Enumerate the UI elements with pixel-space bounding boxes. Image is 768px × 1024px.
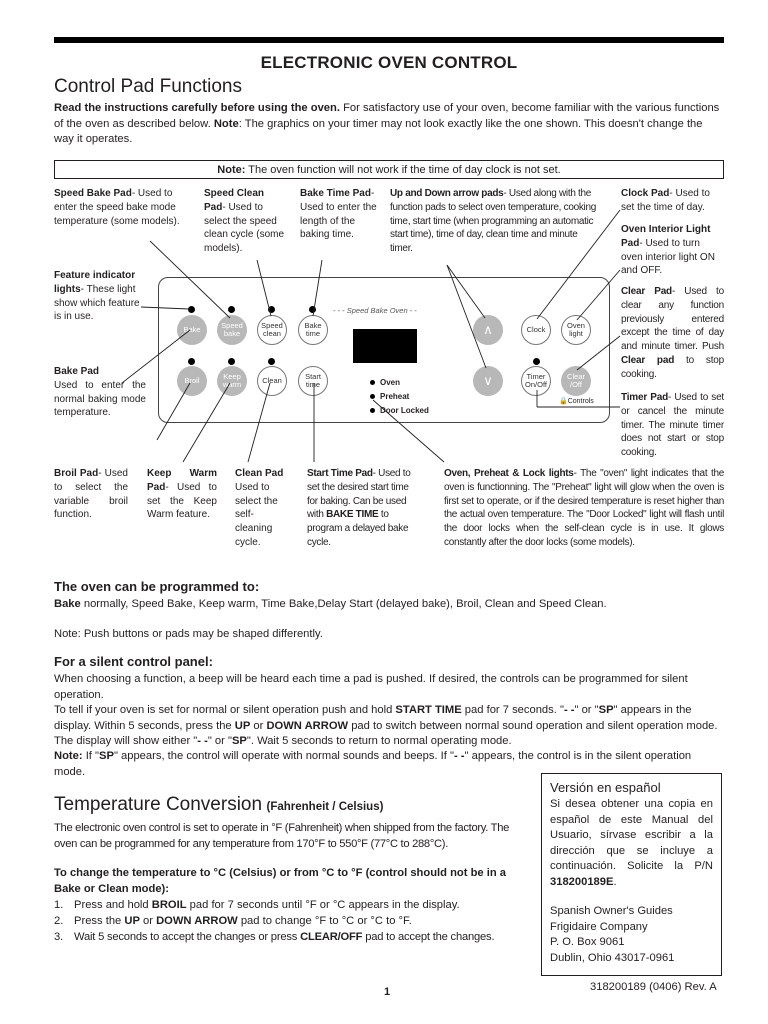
label-timer: Timer Pad- Used to set or cancel the minute timer. The minute timer does not start or stop cooking. [621,392,725,459]
broil-pad[interactable]: Broil [177,366,207,396]
page-number: 1 [384,986,391,998]
label-bake: Bake Pad Used to enter the normal baking mode temperature. [54,366,146,419]
lock-icon: 🔒 [559,398,568,405]
controls-lock: 🔒Controls [559,398,594,405]
bake-time-pad[interactable]: Bake time [298,315,328,345]
pads-shape-note: Note: Push buttons or pads may be shaped differently. [54,628,323,640]
temperature-step-1: 1. Press and hold BROIL pad for 7 seconds until °F or °C appears in the display. [54,899,460,911]
document-code: 318200189 (0406) Rev. A [590,981,717,993]
silent-note: Note: If "SP" appears, the control will operate with normal sounds and beeps. If "- -" appears, the control is in the silent operation mode. [54,750,692,778]
temperature-step-3: 3. Wait 5 seconds to accept the changes or press CLEAR/OFF pad to accept the changes. [54,931,495,943]
spanish-title: Versión en español [550,780,661,795]
label-indicator-lights: Oven, Preheat & Lock lights- The "oven" light indicates that the oven is functionning. The "Preheat" light will glow when the oven is first set to operate, or if the desired temperature is reset higher than the actual oven temperature. The "Door Locked" light will flash until the door locks when the self-clean cycle is in use. It glows constantly after the door locks (some models). [444,468,724,548]
down-arrow-pad[interactable]: ∨ [473,366,503,396]
bake-pad[interactable]: Bake [177,315,207,345]
label-start-time: Start Time Pad- Used to set the desired start time for baking. Can be used with BAKE TIME to program a delayed bake cycle. [307,468,411,548]
section-heading-silent: For a silent control panel: [54,654,213,669]
speed-bake-pad[interactable]: Speed bake [217,315,247,345]
speed-clean-pad[interactable]: Speed clean [257,315,287,345]
intro-paragraph: Read the instructions carefully before using the oven. For satisfactory use of your oven, become familiar with the various functions of the oven as described below. Note: The graphics on your timer may not look exactly like the one shown. This doesn't change the way it operates. [54,102,720,145]
indicator-oven: Oven [380,378,401,387]
label-arrow-pads: Up and Down arrow pads- Used along with the function pads to select oven temperature, cooking time, start time (when programming an automatic start time), time of day, clean time and minute timer. [390,188,596,255]
indicator-door-locked: Door Locked [380,406,429,415]
silent-paragraph-2: To tell if your oven is set for normal or silent operation push and hold START TIME pad for 7 seconds. "- -" or "SP" appears in the display. Within 5 seconds, press the UP or DOWN ARROW pad to switch between normal sound operation and silent operation mode. The display will show either "- -" or "SP". Wait 5 seconds to return to normal operating mode. [54,704,718,747]
temperature-subheading: To change the temperature to °C (Celsius) or from °C to °F (control should not be in a Bake or Clean mode): [54,867,507,895]
clock-pad[interactable]: Clock [521,315,551,345]
label-keep-warm: Keep Warm Pad- Used to set the Keep Warm feature. [147,468,217,521]
up-arrow-pad[interactable]: ∧ [473,315,503,345]
timer-pad[interactable]: Timer On/Off [521,366,551,396]
temperature-intro: The electronic oven control is set to operate in °F (Fahrenheit) when shipped from the factory. The oven can be programmed for any temperature from 170°F to 550°F (77°C to 288°C). [54,822,510,850]
label-speed-clean: Speed Clean Pad- Used to select the speed clean cycle (some models). [204,188,285,255]
programmed-text: Bake normally, Speed Bake, Keep warm, Time Bake,Delay Start (delayed bake), Broil, Clean and Speed Clean. [54,598,607,610]
section-heading-control-pad: Control Pad Functions [54,76,242,97]
label-broil: Broil Pad- Used to select the variable broil function. [54,468,128,521]
label-bake-time: Bake Time Pad- Used to enter the length of the baking time. [300,188,377,241]
spanish-address: Spanish Owner's Guides Frigidaire Company P. O. Box 9061 Dublin, Ohio 43017-0961 [550,905,675,964]
clock-note-box: Note: The oven function will not work if the time of day clock is not set. [54,160,724,179]
spanish-version-box [541,773,722,976]
page-title: ELECTRONIC OVEN CONTROL [260,53,518,72]
clear-off-pad[interactable]: Clear /Off [561,366,591,396]
label-clock: Clock Pad- Used to set the time of day. [621,188,710,213]
temperature-step-2: 2. Press the UP or DOWN ARROW pad to change °F to °C or °C to °F. [54,915,412,927]
section-heading-temperature: Temperature Conversion (Fahrenheit / Celsius) [54,794,384,815]
label-speed-bake: Speed Bake Pad- Used to enter the speed bake mode temperature (some models). [54,188,180,227]
label-clear: Clear Pad- Used to clear any function previously entered except the time of day and minute timer. Push Clear pad to stop cooking. [621,286,724,380]
keep-warm-pad[interactable]: Keep warm [217,366,247,396]
spanish-text: Si desea obtener una copia en español de este Manual del Usuario, sírvase escribir a la dirección que se incluye a continuación. Solicite la P/N 318200189E. [550,798,713,888]
silent-paragraph-1: When choosing a function, a beep will be heard each time a pad is pushed. If desired, the controls can be programmed for silent operation. [54,673,688,701]
section-heading-programmed: The oven can be programmed to: [54,579,260,594]
label-oven-light: Oven Interior Light Pad- Used to turn oven interior light ON and OFF. [621,224,715,277]
label-clean: Clean Pad Used to select the self-cleaning cycle. [235,468,284,548]
start-time-pad[interactable]: Start time [298,366,328,396]
label-feature-lights: Feature indicator lights- These light show which feature is in use. [54,270,140,323]
panel-brand: - - - Speed Bake Oven - - [333,306,417,315]
indicator-preheat: Preheat [380,392,410,401]
oven-light-pad[interactable]: Oven light [561,315,591,345]
clean-pad[interactable]: Clean [257,366,287,396]
